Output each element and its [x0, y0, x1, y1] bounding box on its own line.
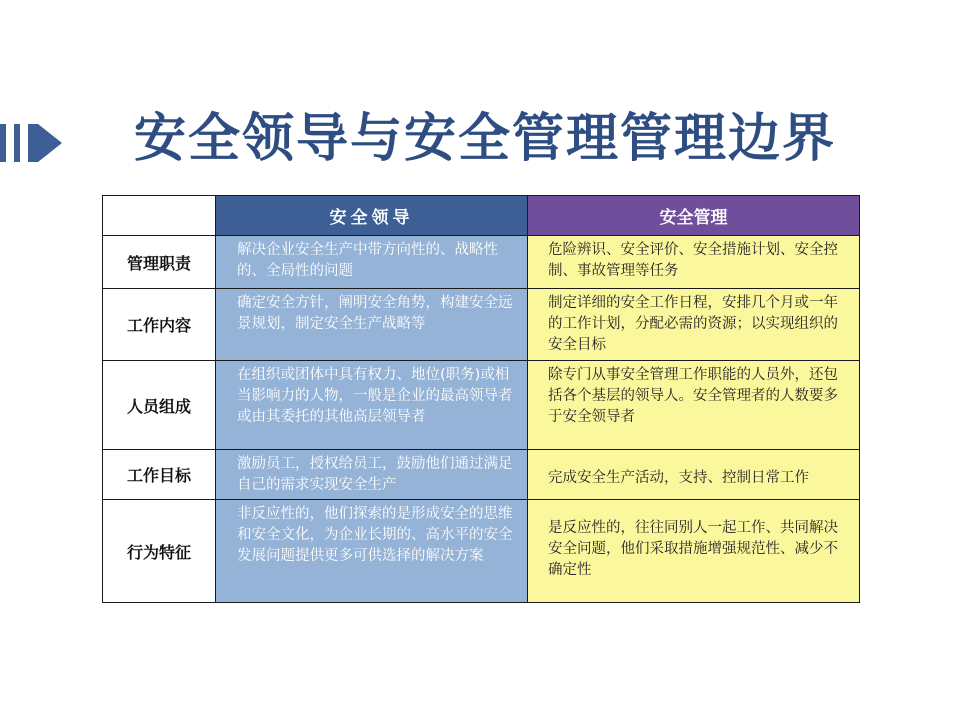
management-cell: [528, 236, 860, 289]
table-row: [103, 500, 860, 603]
table-row: [103, 236, 860, 289]
decor-bar: [28, 124, 38, 162]
management-cell: [528, 361, 860, 450]
cell-text: 制定详细的安全工作日程，安排几个月或一年的工作计划，分配必需的资源；以实现组织的安全目标: [548, 295, 838, 353]
leadership-cell: [216, 361, 528, 450]
cell-text: 危险辨识、安全评价、安全措施计划、安全控制、事故管理等任务: [548, 242, 838, 279]
cell-text: 解决企业安全生产中带方向性的、战略性的、全局性的问题: [237, 242, 498, 279]
decor-arrow-icon: [38, 124, 62, 162]
table-row: [103, 361, 860, 450]
decor-bar: [14, 124, 20, 162]
cell-text: 是反应性的，往往同别人一起工作、共同解决安全问题，他们采取措施增强规范性、减少不确定性: [548, 520, 838, 578]
table-row: [103, 450, 860, 500]
management-cell: [528, 289, 860, 361]
cell-text: 在组织或团体中具有权力、地位(职务)或相当影响力的人物，一般是企业的最高领导者或由其委托的其他高层领导者: [237, 367, 513, 425]
page-title: 安全领导与安全管理管理边界: [134, 109, 837, 169]
decor-bar: [0, 124, 6, 162]
row-label: 工作内容: [103, 289, 216, 361]
row-label: 人员组成: [103, 361, 216, 450]
table-row: [103, 289, 860, 361]
cell-text: 确定安全方针，阐明安全角势，构建安全远景规划，制定安全生产战略等: [237, 295, 513, 332]
row-label: 行为特征: [103, 500, 216, 603]
cell-text: 激励员工，授权给员工，鼓励他们通过满足自己的需求实现安全生产: [237, 456, 513, 493]
cell-text: 完成安全生产活动，支持、控制日常工作: [548, 470, 809, 486]
table-header-row: [103, 196, 860, 236]
row-label: 工作目标: [103, 450, 216, 500]
leadership-cell: [216, 500, 528, 603]
leadership-cell: [216, 450, 528, 500]
cell-text: 除专门从事安全管理工作职能的人员外，还包括各个基层的领导人。安全管理者的人数要多于安全领导者: [548, 367, 838, 425]
management-cell: [528, 500, 860, 603]
column-header-leadership: 安全领导: [216, 196, 528, 236]
comparison-table: [102, 195, 860, 603]
column-header-management: 安全管理: [528, 196, 860, 236]
cell-text: 非反应性的，他们探索的是形成安全的思维和安全文化，为企业长期的、高水平的安全发展问题提供更多可供选择的解决方案: [237, 506, 513, 564]
leadership-cell: [216, 289, 528, 361]
row-label: 管理职责: [103, 236, 216, 289]
management-cell: [528, 450, 860, 500]
leadership-cell: [216, 236, 528, 289]
table-corner-cell: [103, 196, 216, 236]
